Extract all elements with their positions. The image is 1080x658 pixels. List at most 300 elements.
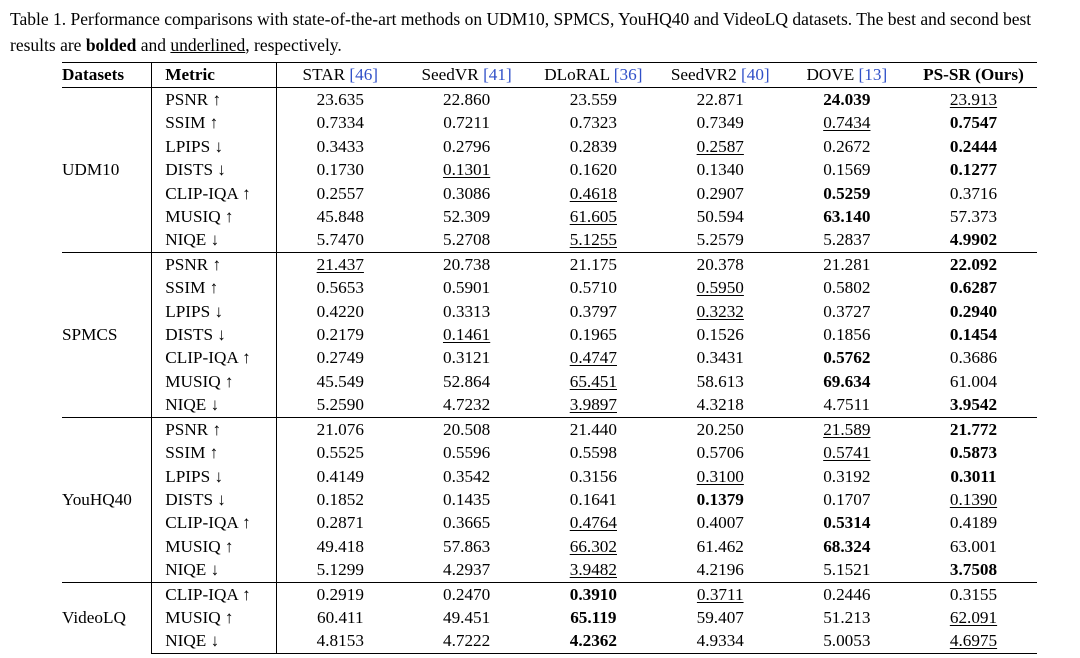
- value-text: 59.407: [696, 607, 744, 627]
- value-cell: [657, 606, 784, 629]
- value-cell: [530, 182, 657, 205]
- value-cell: [403, 417, 530, 441]
- value-cell: [784, 205, 910, 228]
- value-text: 0.2871: [316, 513, 364, 533]
- value-text: 4.7222: [442, 631, 491, 651]
- second-best-value: 0.5950: [696, 278, 744, 298]
- value-cell: [784, 511, 910, 534]
- value-cell: [530, 88, 657, 112]
- dataset-cell: SPMCS: [62, 252, 152, 417]
- header-method: SeedVR [41]: [403, 63, 530, 88]
- value-text: 0.1620: [569, 160, 617, 180]
- value-cell: [403, 488, 530, 511]
- header-method: SeedVR2 [40]: [657, 63, 784, 88]
- value-text: 0.4189: [949, 513, 998, 533]
- second-best-value: 0.5741: [823, 443, 871, 463]
- value-text: 61.004: [949, 371, 998, 391]
- table-row: [62, 417, 1037, 441]
- table-row: [62, 276, 1037, 299]
- table-row: [62, 441, 1037, 464]
- value-cell: [530, 205, 657, 228]
- table-row: [62, 582, 1037, 606]
- header-datasets: Datasets: [62, 63, 152, 88]
- value-text: 0.7211: [443, 113, 490, 133]
- value-cell: [784, 558, 910, 582]
- value-text: 5.2708: [442, 230, 491, 250]
- value-text: 49.451: [442, 607, 491, 627]
- value-cell: [530, 441, 657, 464]
- value-cell: [784, 252, 910, 276]
- header-method-ours: PS-SR (Ours): [910, 63, 1037, 88]
- value-text: 52.864: [442, 371, 491, 391]
- caption-bolded: bolded: [85, 35, 137, 55]
- value-cell: [784, 276, 910, 299]
- table-row: [62, 111, 1037, 134]
- value-text: 0.2446: [823, 584, 871, 604]
- value-text: 0.1852: [316, 489, 364, 509]
- best-value: 3.7508: [949, 560, 998, 580]
- value-cell: [910, 370, 1037, 393]
- header-method: STAR [46]: [277, 63, 404, 88]
- value-cell: [403, 441, 530, 464]
- value-cell: [277, 558, 404, 582]
- value-cell: [784, 88, 910, 112]
- value-cell: [657, 323, 784, 346]
- best-value: 0.7547: [949, 113, 998, 133]
- value-cell: [657, 300, 784, 323]
- value-text: 0.2557: [316, 183, 364, 203]
- value-text: 0.2796: [442, 136, 491, 156]
- second-best-value: 0.4747: [569, 348, 617, 368]
- citation-link[interactable]: [13]: [858, 65, 888, 85]
- value-text: 0.2179: [316, 325, 364, 345]
- value-cell: [277, 300, 404, 323]
- value-cell: [403, 323, 530, 346]
- value-text: 4.2196: [696, 560, 744, 580]
- second-best-value: 0.1461: [442, 325, 491, 345]
- second-best-value: 0.4764: [569, 513, 617, 533]
- caption-and: and: [136, 35, 171, 55]
- best-value: 0.5762: [823, 348, 871, 368]
- value-cell: [277, 511, 404, 534]
- value-text: 0.5653: [316, 278, 364, 298]
- value-cell: [784, 111, 910, 134]
- value-text: 0.5802: [823, 278, 871, 298]
- value-text: 5.7470: [316, 230, 364, 250]
- value-text: 60.411: [316, 607, 364, 627]
- value-cell: [530, 488, 657, 511]
- value-text: 0.3686: [949, 348, 998, 368]
- value-cell: [403, 535, 530, 558]
- metric-cell: LPIPS ↓: [152, 300, 277, 323]
- value-cell: [910, 346, 1037, 369]
- metric-cell: SSIM ↑: [152, 276, 277, 299]
- value-cell: [277, 111, 404, 134]
- second-best-value: 0.3232: [696, 301, 744, 321]
- value-cell: [657, 465, 784, 488]
- best-value: 21.772: [949, 419, 998, 439]
- second-best-value: 5.1255: [569, 230, 617, 250]
- metric-cell: NIQE ↓: [152, 393, 277, 417]
- value-text: 0.1340: [696, 160, 744, 180]
- metric-cell: MUSIQ ↑: [152, 606, 277, 629]
- value-text: 0.1435: [442, 489, 491, 509]
- value-cell: [784, 488, 910, 511]
- value-cell: [403, 629, 530, 653]
- value-cell: [277, 465, 404, 488]
- value-cell: [784, 135, 910, 158]
- value-cell: [530, 370, 657, 393]
- metric-cell: PSNR ↑: [152, 252, 277, 276]
- value-cell: [530, 158, 657, 181]
- value-text: 5.1521: [823, 560, 871, 580]
- value-text: 22.871: [696, 90, 744, 109]
- value-text: 4.8153: [316, 631, 364, 651]
- best-value: 0.1277: [949, 160, 998, 180]
- value-cell: [657, 252, 784, 276]
- second-best-value: 66.302: [569, 536, 617, 556]
- value-text: 0.2839: [569, 136, 617, 156]
- header-method: DLoRAL [36]: [530, 63, 657, 88]
- value-cell: [910, 558, 1037, 582]
- table-caption: [10, 6, 1072, 58]
- second-best-value: 65.451: [569, 371, 617, 391]
- value-text: 0.3433: [316, 136, 364, 156]
- value-text: 0.1856: [823, 325, 871, 345]
- best-value: 69.634: [823, 371, 871, 391]
- value-cell: [910, 511, 1037, 534]
- value-text: 0.2470: [442, 584, 491, 604]
- value-text: 4.9334: [696, 631, 744, 651]
- value-text: 5.2579: [696, 230, 744, 250]
- metric-cell: CLIP-IQA ↑: [152, 346, 277, 369]
- value-text: 0.3665: [442, 513, 491, 533]
- value-text: 23.559: [569, 90, 617, 109]
- metric-cell: PSNR ↑: [152, 88, 277, 112]
- value-cell: [530, 629, 657, 653]
- metric-cell: CLIP-IQA ↑: [152, 182, 277, 205]
- value-cell: [657, 582, 784, 606]
- value-cell: [910, 606, 1037, 629]
- value-text: 0.3797: [569, 301, 617, 321]
- value-cell: [403, 88, 530, 112]
- value-cell: [403, 205, 530, 228]
- caption-underlined: underlined: [170, 35, 246, 55]
- value-text: 0.5598: [569, 443, 617, 463]
- table-row: [62, 135, 1037, 158]
- header-method: DOVE [13]: [784, 63, 910, 88]
- second-best-value: 0.3711: [696, 584, 744, 604]
- value-cell: [657, 535, 784, 558]
- value-cell: [277, 276, 404, 299]
- value-cell: [403, 606, 530, 629]
- value-cell: [277, 441, 404, 464]
- value-text: 0.1526: [696, 325, 744, 345]
- value-cell: [530, 535, 657, 558]
- second-best-value: 3.9482: [569, 560, 617, 580]
- dataset-cell: YouHQ40: [62, 417, 152, 582]
- value-cell: [530, 111, 657, 134]
- value-text: 20.250: [696, 419, 744, 439]
- value-cell: [277, 370, 404, 393]
- value-text: 63.001: [949, 536, 998, 556]
- metric-cell: SSIM ↑: [152, 441, 277, 464]
- value-text: 0.4149: [316, 466, 364, 486]
- value-text: 0.2907: [696, 183, 744, 203]
- citation-link[interactable]: [41]: [483, 65, 512, 85]
- value-cell: [784, 606, 910, 629]
- value-cell: [530, 276, 657, 299]
- value-cell: [403, 276, 530, 299]
- value-cell: [657, 88, 784, 112]
- value-cell: [657, 276, 784, 299]
- value-text: 0.4007: [696, 513, 744, 533]
- table-row: [62, 88, 1037, 112]
- value-cell: [784, 323, 910, 346]
- value-cell: [657, 488, 784, 511]
- value-text: 0.3155: [949, 584, 998, 604]
- table-row: [62, 252, 1037, 276]
- value-text: 0.2749: [316, 348, 364, 368]
- metric-cell: LPIPS ↓: [152, 135, 277, 158]
- value-text: 58.613: [696, 371, 744, 391]
- value-cell: [277, 88, 404, 112]
- citation-link[interactable]: [46]: [349, 65, 379, 85]
- value-cell: [784, 393, 910, 417]
- value-cell: [403, 558, 530, 582]
- value-text: 57.863: [442, 536, 491, 556]
- value-cell: [910, 488, 1037, 511]
- best-value: 0.3910: [569, 584, 617, 604]
- table-row: [62, 158, 1037, 181]
- second-best-value: 0.3100: [696, 466, 744, 486]
- value-cell: [277, 606, 404, 629]
- value-cell: [530, 511, 657, 534]
- value-cell: [277, 158, 404, 181]
- value-cell: [530, 558, 657, 582]
- value-cell: [277, 205, 404, 228]
- metric-cell: PSNR ↑: [152, 417, 277, 441]
- metric-cell: DISTS ↓: [152, 158, 277, 181]
- value-cell: [784, 228, 910, 252]
- value-cell: [403, 393, 530, 417]
- header-row: [62, 63, 1037, 88]
- table-row: [62, 393, 1037, 417]
- value-cell: [657, 441, 784, 464]
- value-cell: [530, 300, 657, 323]
- results-table: [62, 62, 1037, 654]
- value-cell: [530, 228, 657, 252]
- value-cell: [910, 465, 1037, 488]
- value-cell: [403, 511, 530, 534]
- value-text: 21.440: [569, 419, 617, 439]
- value-cell: [910, 323, 1037, 346]
- value-text: 21.076: [316, 419, 364, 439]
- value-text: 0.7334: [316, 113, 364, 133]
- table-row: [62, 323, 1037, 346]
- table-row: [62, 300, 1037, 323]
- value-text: 45.848: [316, 207, 364, 227]
- value-cell: [657, 158, 784, 181]
- best-value: 0.2940: [949, 301, 998, 321]
- value-cell: [403, 182, 530, 205]
- value-text: 4.7511: [823, 395, 871, 415]
- best-value: 0.5873: [949, 443, 998, 463]
- value-text: 0.1569: [823, 160, 871, 180]
- best-value: 63.140: [823, 207, 871, 227]
- value-cell: [784, 346, 910, 369]
- value-text: 0.5706: [696, 443, 744, 463]
- value-text: 0.2672: [823, 136, 871, 156]
- second-best-value: 62.091: [949, 607, 998, 627]
- table-row: [62, 606, 1037, 629]
- value-cell: [784, 158, 910, 181]
- best-value: 0.1454: [949, 325, 998, 345]
- value-cell: [910, 205, 1037, 228]
- value-text: 0.3313: [442, 301, 491, 321]
- value-cell: [530, 135, 657, 158]
- citation-link[interactable]: [40]: [741, 65, 770, 85]
- value-text: 50.594: [696, 207, 744, 227]
- value-text: 0.7349: [696, 113, 744, 133]
- value-text: 0.5596: [442, 443, 491, 463]
- value-cell: [910, 441, 1037, 464]
- value-cell: [277, 135, 404, 158]
- value-text: 0.3542: [442, 466, 491, 486]
- value-text: 0.1965: [569, 325, 617, 345]
- value-cell: [403, 158, 530, 181]
- value-cell: [530, 393, 657, 417]
- value-cell: [910, 582, 1037, 606]
- value-cell: [784, 417, 910, 441]
- metric-cell: SSIM ↑: [152, 111, 277, 134]
- best-value: 3.9542: [949, 395, 998, 415]
- value-cell: [910, 629, 1037, 653]
- value-cell: [277, 323, 404, 346]
- metric-cell: DISTS ↓: [152, 488, 277, 511]
- value-cell: [277, 393, 404, 417]
- table-row: [62, 558, 1037, 582]
- value-cell: [910, 111, 1037, 134]
- second-best-value: 61.605: [569, 207, 617, 227]
- value-text: 22.860: [442, 90, 491, 109]
- value-text: 0.3727: [823, 301, 871, 321]
- second-best-value: 0.4618: [569, 183, 617, 203]
- table-row: [62, 228, 1037, 252]
- value-text: 0.2919: [316, 584, 364, 604]
- value-text: 21.175: [569, 254, 617, 274]
- value-text: 20.508: [442, 419, 491, 439]
- value-cell: [657, 629, 784, 653]
- value-text: 20.378: [696, 254, 744, 274]
- value-cell: [277, 582, 404, 606]
- value-text: 0.5525: [316, 443, 364, 463]
- value-cell: [277, 488, 404, 511]
- value-cell: [277, 346, 404, 369]
- table-row: [62, 511, 1037, 534]
- value-cell: [910, 88, 1037, 112]
- value-text: 21.281: [823, 254, 871, 274]
- value-cell: [403, 465, 530, 488]
- value-cell: [657, 393, 784, 417]
- value-cell: [784, 582, 910, 606]
- value-cell: [530, 417, 657, 441]
- value-cell: [277, 182, 404, 205]
- value-text: 4.7232: [442, 395, 491, 415]
- value-cell: [530, 252, 657, 276]
- value-cell: [657, 346, 784, 369]
- value-cell: [403, 111, 530, 134]
- best-value: 22.092: [949, 254, 998, 274]
- table-row: [62, 205, 1037, 228]
- value-cell: [910, 252, 1037, 276]
- metric-cell: LPIPS ↓: [152, 465, 277, 488]
- value-cell: [784, 441, 910, 464]
- metric-cell: CLIP-IQA ↑: [152, 511, 277, 534]
- value-text: 4.3218: [696, 395, 744, 415]
- caption-text-1: Table 1. Performance comparisons with state-of-the-art methods on UDM10, SPMCS, YouHQ40 and VideoLQ datasets. The best and second best results are: [10, 9, 1032, 55]
- value-cell: [784, 182, 910, 205]
- dataset-cell: VideoLQ: [62, 582, 152, 653]
- second-best-value: 23.913: [949, 90, 998, 109]
- value-cell: [403, 370, 530, 393]
- second-best-value: 21.589: [823, 419, 871, 439]
- best-value: 0.2444: [949, 136, 998, 156]
- table-row: [62, 629, 1037, 653]
- value-text: 0.5901: [442, 278, 491, 298]
- value-cell: [910, 535, 1037, 558]
- value-cell: [277, 629, 404, 653]
- value-text: 0.3431: [696, 348, 744, 368]
- value-cell: [530, 465, 657, 488]
- value-cell: [657, 511, 784, 534]
- best-value: 4.2362: [569, 631, 617, 651]
- value-cell: [910, 135, 1037, 158]
- value-text: 0.5710: [569, 278, 617, 298]
- value-cell: [657, 205, 784, 228]
- value-cell: [277, 252, 404, 276]
- value-text: 0.3192: [823, 466, 871, 486]
- best-value: 68.324: [823, 536, 871, 556]
- value-cell: [657, 417, 784, 441]
- second-best-value: 0.2587: [696, 136, 744, 156]
- value-cell: [910, 276, 1037, 299]
- value-text: 23.635: [316, 90, 364, 109]
- value-cell: [657, 558, 784, 582]
- header-metric: Metric: [152, 63, 277, 88]
- second-best-value: 4.6975: [949, 631, 998, 651]
- value-cell: [530, 323, 657, 346]
- value-cell: [403, 228, 530, 252]
- citation-link[interactable]: [36]: [613, 65, 643, 85]
- best-value: 0.6287: [949, 278, 998, 298]
- best-value: 0.5314: [823, 513, 871, 533]
- value-text: 45.549: [316, 371, 364, 391]
- metric-cell: NIQE ↓: [152, 558, 277, 582]
- value-text: 0.3086: [442, 183, 491, 203]
- value-text: 5.1299: [316, 560, 364, 580]
- second-best-value: 21.437: [316, 254, 364, 274]
- best-value: 0.5259: [823, 183, 871, 203]
- table-row: [62, 488, 1037, 511]
- value-cell: [530, 346, 657, 369]
- second-best-value: 3.9897: [569, 395, 617, 415]
- best-value: 0.1379: [696, 489, 744, 509]
- metric-cell: NIQE ↓: [152, 228, 277, 252]
- value-cell: [277, 417, 404, 441]
- value-text: 0.3121: [442, 348, 491, 368]
- value-text: 0.7323: [569, 113, 617, 133]
